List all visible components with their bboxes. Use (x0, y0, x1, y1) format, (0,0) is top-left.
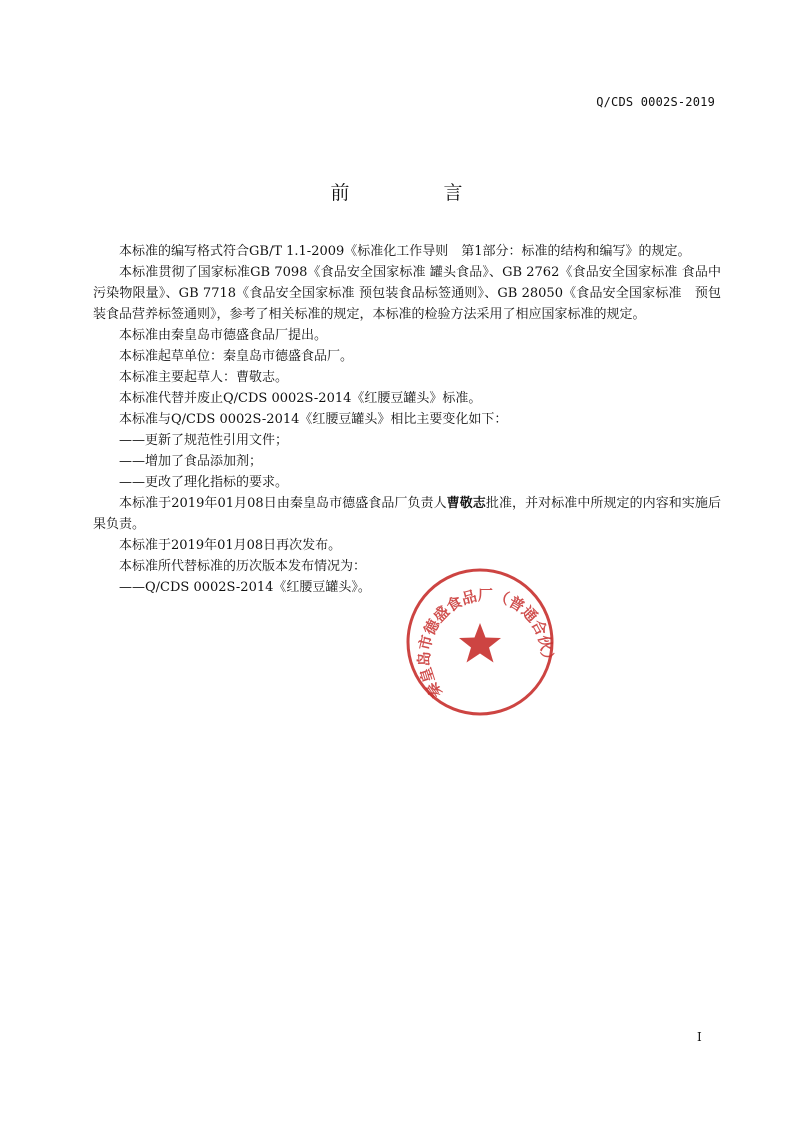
paragraph: 本标准代替并废止Q/CDS 0002S-2014《红腰豆罐头》标准。 (119, 391, 482, 406)
paragraph: 本标准主要起草人：曹敬志。 (119, 370, 289, 385)
page-number: I (697, 1030, 702, 1044)
section-title: 前 言 (330, 182, 507, 204)
paragraph: 本标准起草单位：秦皇岛市德盛食品厂。 (119, 349, 354, 364)
document-code: Q/CDS 0002S-2019 (596, 95, 715, 109)
approval-paragraph (93, 493, 721, 535)
signer-name: 曹敬志 (446, 496, 486, 511)
paragraph: 本标准贯彻了国家标准GB 7098《食品安全国家标准 罐头食品》、GB 2762《食品安全国家标准 食品中污染物限量》、GB 7718《食品安全国家标准 预包装食品标签通则》、GB 28050《食品安全国家标准 预包装食品营养标签通则》，参考了相关标准的规定，本标准的检验方法采用了相应国家标准的规定。 (93, 265, 721, 322)
history-item: ——Q/CDS 0002S-2014《红腰豆罐头》。 (119, 580, 371, 595)
company-seal (403, 565, 557, 719)
seal-text: 秦皇岛市德盛食品厂（普通合伙） (415, 586, 556, 702)
approval-text-after: 批准，并对标准中所规定的内容和实施后果负责。 (93, 496, 721, 532)
paragraph: 本标准所代替标准的历次版本发布情况为： (119, 559, 367, 574)
paragraph: 本标准与Q/CDS 0002S-2014《红腰豆罐头》相比主要变化如下： (119, 412, 508, 427)
paragraph: 本标准的编写格式符合GB/T 1.1-2009《标准化工作导则 第1部分：标准的结构和编写》的规定。 (119, 244, 691, 259)
change-item: ——更改了理化指标的要求。 (119, 475, 289, 490)
document-body (93, 241, 721, 598)
paragraph: 本标准于2019年01月08日再次发布。 (119, 538, 342, 553)
approval-text-before: 本标准于2019年01月08日由秦皇岛市德盛食品厂负责人 (119, 496, 447, 511)
change-item: ——更新了规范性引用文件； (119, 433, 289, 448)
star-icon (459, 623, 501, 663)
change-item: ——增加了食品添加剂； (119, 454, 263, 469)
paragraph: 本标准由秦皇岛市德盛食品厂提出。 (119, 328, 328, 343)
